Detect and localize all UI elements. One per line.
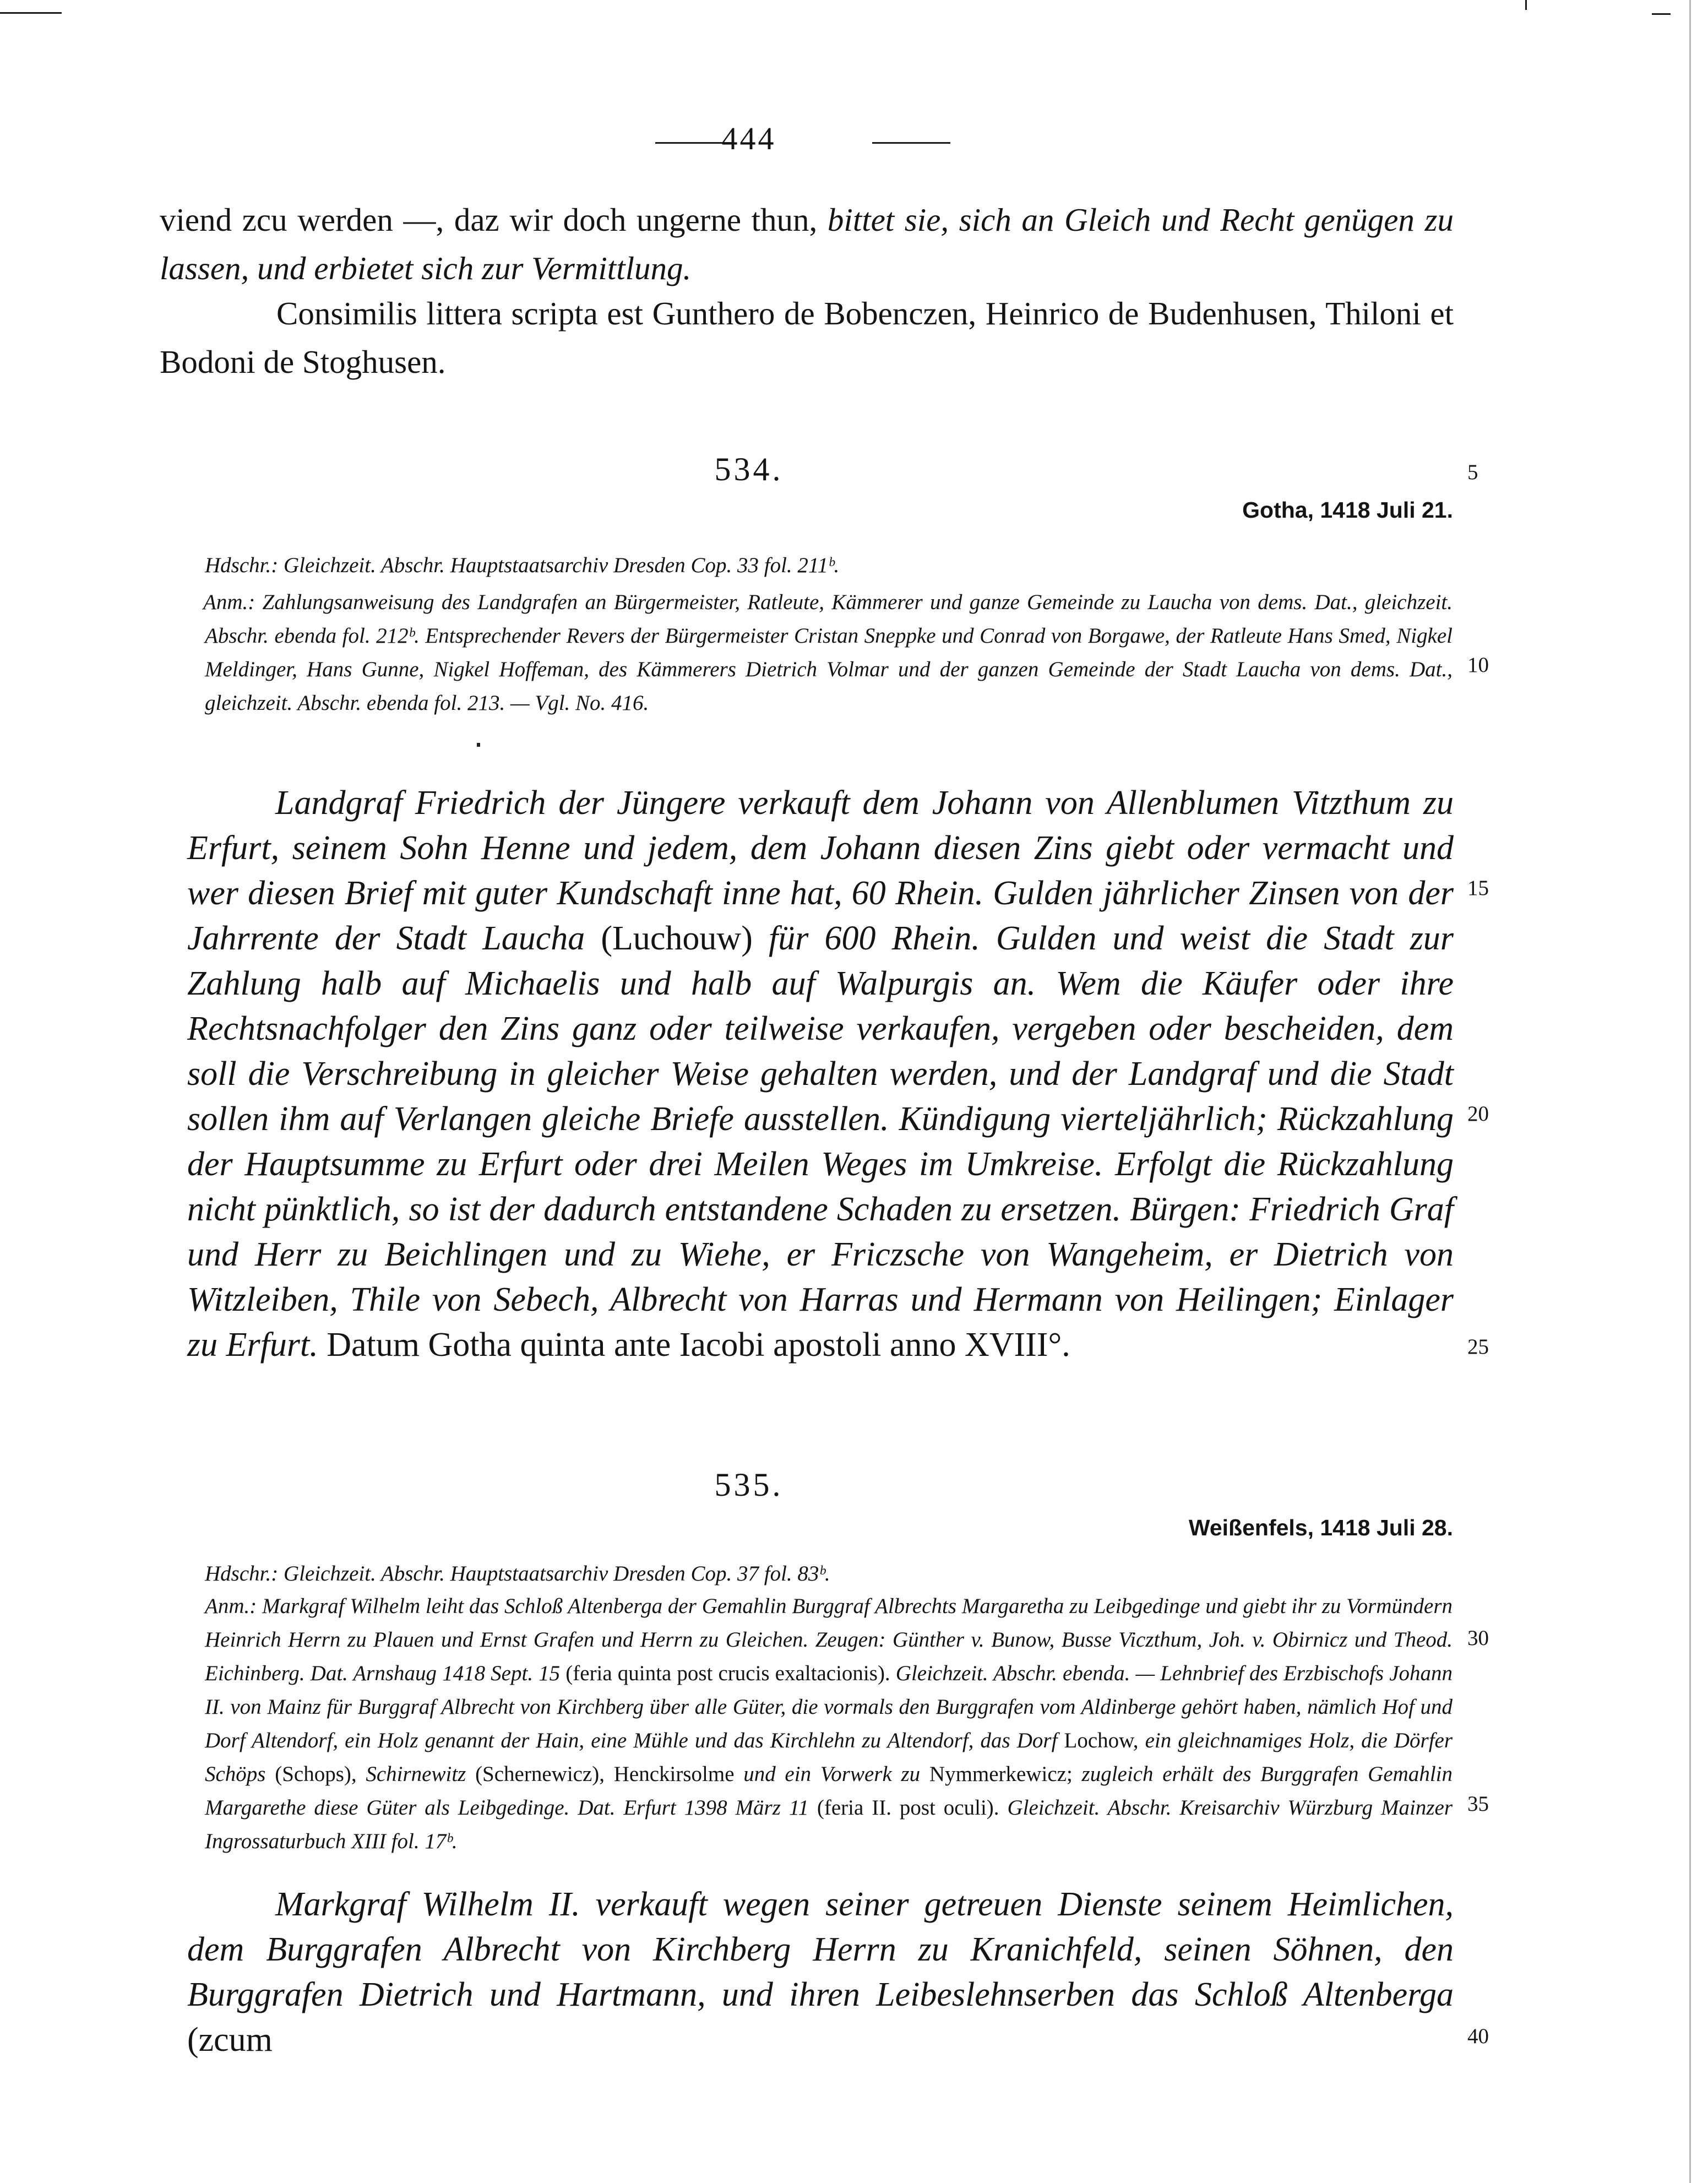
scan-edge-mark bbox=[0, 12, 62, 14]
doc-535-note-g: Schirnewitz bbox=[366, 1762, 466, 1786]
doc-535-note-c: Gleichzeit. Abschr. ebenda. — Lehnbrief des Erzbischofs Johann II. von Mainz für Burggraf Albrecht von Kirchberg über alle Güter, die vormals den Burggrafen vom Aldinberge gehört haben, nämlich Hof und Dorf Altendorf, ein Holz genannt der Hain, eine Mühle und das Kirchlehn zu Altendorf, das Dorf bbox=[205, 1661, 1453, 1752]
scan-edge-mark bbox=[1689, 0, 1691, 2183]
doc-535-note-j: Nymmerkewicz; bbox=[929, 1762, 1073, 1786]
line-number: 15 bbox=[1467, 876, 1489, 900]
line-number: 25 bbox=[1467, 1335, 1489, 1359]
doc-535-note-d: Lochow, bbox=[1064, 1729, 1139, 1752]
doc-535-note bbox=[205, 1589, 1453, 1858]
doc-535-note-f: (Schops), bbox=[275, 1762, 357, 1786]
line-number: 40 bbox=[1467, 2024, 1489, 2048]
scan-edge-mark bbox=[1525, 0, 1527, 10]
doc-535-note-m: Gleichzeit. Abschr. Kreisarchiv Würzburg Mainzer Ingrossaturbuch XIII fol. 17ᵇ. bbox=[205, 1796, 1453, 1853]
line-number: 10 bbox=[1467, 653, 1489, 677]
doc-534-source: Hdschr.: Gleichzeit. Abschr. Hauptstaatsarchiv Dresden Cop. 33 fol. 211ᵇ. bbox=[205, 553, 840, 577]
doc-535-number: 535. bbox=[714, 1467, 784, 1503]
line-number: 20 bbox=[1467, 1102, 1489, 1126]
doc-534-regest-b: (Luchouw) bbox=[601, 920, 753, 957]
doc-535-note-a: Anm.: Markgraf Wilhelm leiht das Schloß Altenberga der Gemahlin Burggraf Albrechts Margaretha zu Leibgedinge und giebt ihr zu Vormündern Heinrich Herrn zu Plauen und Ernst Grafen und Herrn zu Gleichen. Zeugen: Günther v. Bunow, Busse Viczthum, Joh. v. Obirnicz und Theod. Eichinberg. Dat. Arnshaug 1418 Sept. 15 bbox=[205, 1594, 1453, 1685]
doc-534-regest-a: Landgraf Friedrich der Jüngere verkauft dem Johann von Allenblumen Vitzthum zu Erfurt, seinem Sohn Henne und jedem, dem Johann diesen Zins giebt oder vermacht und wer diesen Brief mit guter Kundschaft inne hat, 60 Rhein. Gulden jährlicher Zinsen von der Jahrrente der Stadt Laucha bbox=[187, 784, 1454, 957]
folio-rule-right bbox=[872, 142, 950, 144]
doc-534-number: 534. bbox=[714, 451, 784, 487]
doc-535-note-i: und ein Vorwerk zu bbox=[743, 1762, 921, 1786]
doc-535-note-h: (Schernewicz), Henckirsolme bbox=[475, 1762, 735, 1786]
doc-535-note-e: ein gleichnamiges Holz, die Dörfer Schöps bbox=[205, 1729, 1453, 1786]
doc-534-note: Anm.: Zahlungsanweisung des Landgrafen an Bürgermeister, Ratleute, Kämmerer und ganze Gemeinde zu Laucha von dems. Dat., gleichzeit. Abschr. ebenda fol. 212ᵇ. Entsprechender Revers der Bürgermeister Cristan Sneppke und Conrad von Borgawe, der Ratleute Hans Smed, Nigkel Meldinger, Hans Gunne, Nigkel Hoffeman, des Kämmerers Dietrich Volmar und der ganzen Gemeinde der Stadt Laucha von dems. Dat., gleichzeit. Abschr. ebenda fol. 213. — Vgl. No. 416. bbox=[203, 590, 1453, 715]
scan-edge-mark bbox=[1652, 13, 1671, 15]
continuation-text bbox=[160, 196, 1454, 292]
line-number: 35 bbox=[1467, 1792, 1489, 1816]
doc-534-place-date: Gotha, 1418 Juli 21. bbox=[1242, 497, 1453, 523]
page-number: 444 bbox=[721, 121, 776, 156]
continuation-italic: bittet sie, sich an Gleich und Recht genügen zu lassen, und erbietet sich zur Vermittlung. bbox=[160, 202, 1454, 286]
doc-535-note-l: (feria II. post oculi). bbox=[817, 1796, 999, 1820]
doc-534-datum: Datum Gotha quinta ante Iacobi apostoli anno XVIII°. bbox=[327, 1326, 1070, 1364]
doc-535-note-b: (feria quinta post crucis exaltacionis). bbox=[565, 1661, 890, 1685]
doc-535-place-date: Weißenfels, 1418 Juli 28. bbox=[1188, 1515, 1453, 1540]
doc-535-note-k: zugleich erhält des Burggrafen Gemahlin Margarethe diese Güter als Leibgedinge. Dat. Erfurt 1398 März 11 bbox=[205, 1762, 1453, 1820]
continuation-roman: viend zcu werden —, daz wir doch ungerne thun, bbox=[160, 202, 818, 238]
doc-534-regest bbox=[187, 780, 1454, 1367]
stray-dot bbox=[477, 743, 480, 747]
doc-535-regest bbox=[187, 1882, 1454, 2062]
consimilis-note: Consimilis littera scripta est Gunthero de Bobenczen, Heinrico de Budenhusen, Thiloni et Bodoni de Stoghusen. bbox=[160, 295, 1454, 380]
line-number: 30 bbox=[1467, 1626, 1489, 1650]
doc-535-regest-a: Markgraf Wilhelm II. verkauft wegen seiner getreuen Dienste seinem Heimlichen, dem Burggrafen Albrecht von Kirchberg Herrn zu Kranichfeld, seinen Söhnen, den Burggrafen Dietrich und Hartmann, und ihren Leibeslehnserben das Schloß Altenberga bbox=[187, 1886, 1454, 2013]
doc-534-regest-c: für 600 Rhein. Gulden und weist die Stadt zur Zahlung halb auf Michaelis und halb auf Walpurgis an. Wem die Käufer oder ihre Rechtsnachfolger den Zins ganz oder teilweise verkaufen, vergeben oder bescheiden, dem soll die Verschreibung in gleicher Weise gehalten werden, und der Landgraf und die Stadt sollen ihm auf Verlangen gleiche Briefe ausstellen. Kündigung vierteljährlich; Rückzahlung der Hauptsumme zu Erfurt oder drei Meilen Weges im Umkreise. Erfolgt die Rückzahlung nicht pünktlich, so ist der dadurch entstandene Schaden zu ersetzen. Bürgen: Friedrich Graf und Herr zu Beichlingen und zu Wiehe, er Friczsche von Wangeheim, er Dietrich von Witzleiben, Thile von Sebech, Albrecht von Harras und Hermann von Heilingen; Einlager zu Erfurt. bbox=[187, 920, 1454, 1364]
doc-535-source: Hdschr.: Gleichzeit. Abschr. Hauptstaatsarchiv Dresden Cop. 37 fol. 83ᵇ. bbox=[205, 1562, 830, 1585]
doc-535-regest-b: (zcum bbox=[187, 2021, 273, 2059]
line-number: 5 bbox=[1467, 460, 1478, 484]
